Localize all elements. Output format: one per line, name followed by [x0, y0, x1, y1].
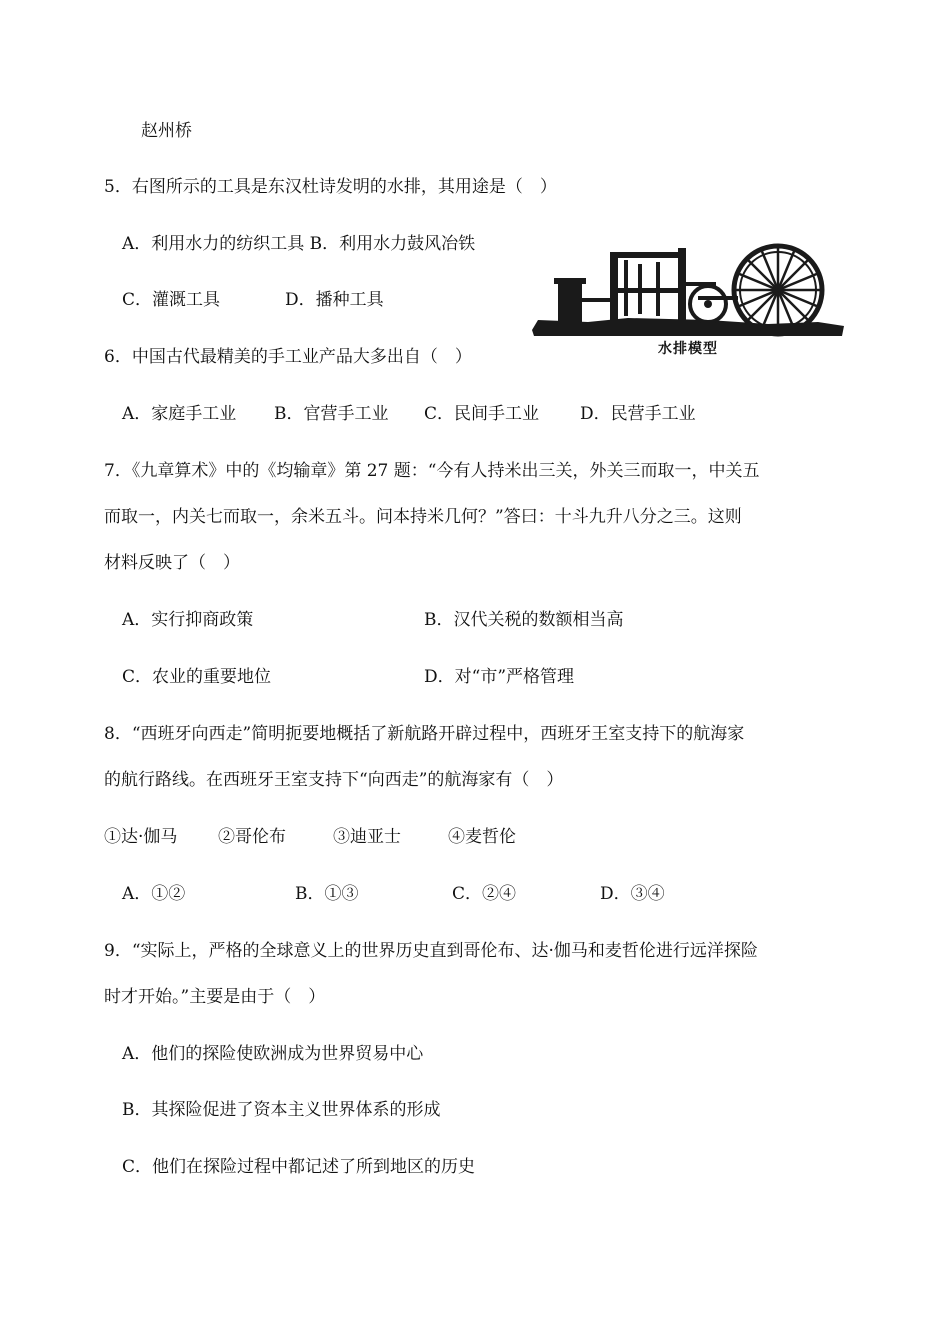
figure-caption: 水排模型 — [658, 341, 718, 357]
question-7-option-b: B．汉代关税的数额相当高 — [424, 610, 624, 630]
question-5-options-ab: A．利用水力的纺织工具 B．利用水力鼓风冶铁 — [122, 234, 476, 254]
question-6-option-a: A．家庭手工业 — [122, 404, 237, 424]
question-5-option-c: C．灌溉工具 — [122, 290, 221, 310]
question-9-option-c: C．他们在探险过程中都记述了所到地区的历史 — [122, 1157, 476, 1177]
question-7-stem-line-3: 材料反映了（ ） — [104, 553, 240, 573]
question-8-item-1: ①达·伽马 — [104, 827, 178, 847]
question-8-option-c: C．②④ — [452, 884, 517, 904]
question-8-option-b: B．①③ — [295, 884, 359, 904]
question-9-stem-line-2: 时才开始。”主要是由于（ ） — [104, 987, 326, 1007]
question-9-option-a: A．他们的探险使欧洲成为世界贸易中心 — [122, 1044, 424, 1064]
water-wheel-icon — [528, 238, 848, 338]
question-8-item-3: ③迪亚士 — [333, 827, 401, 847]
question-8-option-d: D．③④ — [600, 884, 665, 904]
question-8-option-a: A．①② — [122, 884, 186, 904]
question-5-option-d: D．播种工具 — [285, 290, 384, 310]
question-8-stem-line-2: 的航行路线。在西班牙王室支持下“向西走”的航海家有（ ） — [104, 770, 564, 790]
question-7-option-a: A．实行抑商政策 — [122, 610, 254, 630]
question-9-option-b: B．其探险促进了资本主义世界体系的形成 — [122, 1100, 441, 1120]
question-5-stem: 5．右图所示的工具是东汉杜诗发明的水排，其用途是（ ） — [104, 177, 557, 197]
question-6-stem: 6．中国古代最精美的手工业产品大多出自（ ） — [104, 347, 472, 367]
question-7-stem-line-1: 7．《九章算术》中的《均输章》第 27 题：“今有人持米出三关，外关三而取一，中关五 — [104, 461, 760, 481]
previous-item-text: 赵州桥 — [141, 121, 192, 141]
question-6-option-c: C．民间手工业 — [424, 404, 540, 424]
question-7-stem-line-2: 而取一，内关七而取一，余米五斗。问本持米几何？”答曰：十斗九升八分之三。这则 — [104, 507, 742, 527]
question-7-option-c: C．农业的重要地位 — [122, 667, 272, 687]
question-6-option-d: D．民营手工业 — [580, 404, 696, 424]
water-wheel-figure — [528, 238, 848, 360]
question-6-option-b: B．官营手工业 — [274, 404, 389, 424]
question-8-item-4: ④麦哲伦 — [448, 827, 516, 847]
question-8-stem-line-1: 8．“西班牙向西走”简明扼要地概括了新航路开辟过程中，西班牙王室支持下的航海家 — [104, 724, 745, 744]
question-7-option-d: D．对“市”严格管理 — [424, 667, 575, 687]
question-8-item-2: ②哥伦布 — [218, 827, 286, 847]
question-9-stem-line-1: 9．“实际上，严格的全球意义上的世界历史直到哥伦布、达·伽马和麦哲伦进行远洋探险 — [104, 941, 758, 961]
